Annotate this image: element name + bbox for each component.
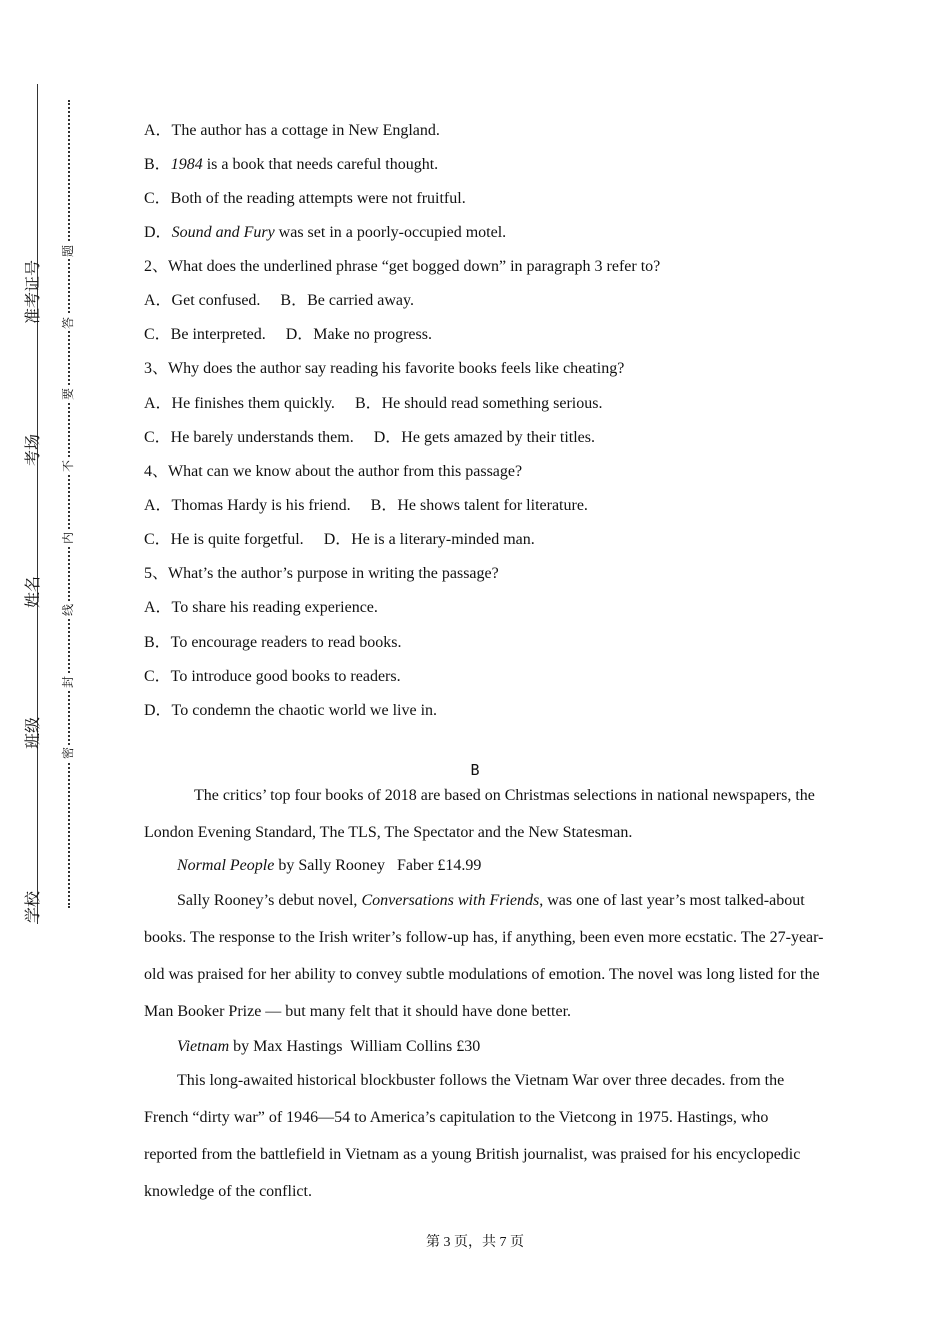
binding-line [37, 84, 38, 924]
seal-char: 内 [60, 531, 75, 545]
q5-stem: 5、What’s the author’s purpose in writing the passage? [144, 565, 499, 582]
q1-option-a: A．The author has a cottage in New England. [144, 122, 440, 139]
q5-option-d: D．To condemn the chaotic world we live in. [144, 702, 438, 719]
q3-options-ab: A．He finishes them quickly. B．He should read something serious. [144, 395, 603, 412]
q5-option-c: C．To introduce good books to readers. [144, 668, 401, 685]
seal-char: 题 [60, 244, 75, 258]
seal-char: 要 [60, 387, 75, 401]
q5-option-a: A．To share his reading experience. [144, 599, 378, 616]
book2-paragraph: This long-awaited historical blockbuster follows the Vietnam War over three decades. from the French “dirty war” of 1946—54 to America’s capitulation to the Vietcong in 1975. Hastings, who reported from the battlefield in Vietnam as a young British journalist, was praised for his encyclopedic knowledge of the conflict. [144, 1072, 801, 1200]
exam-room-label: 考场 [25, 433, 42, 467]
exam-number-label: 准考证号 [25, 259, 42, 325]
q4-options-ab: A．Thomas Hardy is his friend. B．He shows talent for literature. [144, 497, 588, 514]
seal-char: 答 [60, 316, 75, 330]
book1-heading: Normal People by Sally Rooney Faber £14.99 [177, 857, 482, 874]
name-label: 姓名 [25, 575, 42, 609]
dotted-seal-line [68, 100, 70, 908]
seal-char: 密 [60, 746, 75, 760]
page-number: 第 3 页，共 7 页 [426, 1235, 524, 1250]
section-b-title: B [470, 761, 480, 779]
seal-char: 封 [60, 675, 75, 689]
q3-options-cd: C．He barely understands them. D．He gets amazed by their titles. [144, 429, 596, 446]
q3-stem: 3、Why does the author say reading his favorite books feels like cheating? [144, 360, 625, 377]
q4-stem: 4、What can we know about the author from this passage? [144, 463, 523, 480]
q2-stem: 2、What does the underlined phrase “get bogged down” in paragraph 3 refer to? [144, 258, 661, 275]
book1-paragraph: Sally Rooney’s debut novel, Conversations with Friends, was one of last year’s most talked-about books. The response to the Irish writer’s follow-up has, if anything, been even more ecstatic. The 27-year-old was praised for her ability to convey subtle modulations of emotion. The novel was long listed for the Man Booker Prize — but many felt that it should have done better. [144, 892, 824, 1020]
q1-option-c: C．Both of the reading attempts were not fruitful. [144, 190, 466, 207]
q2-options-ab: A．Get confused. B．Be carried away. [144, 292, 414, 309]
class-label: 班级 [25, 716, 42, 750]
section-b-intro: The critics’ top four books of 2018 are based on Christmas selections in national newspapers, the London Evening Standard, The TLS, The Spectator and the New Statesman. [144, 787, 815, 841]
seal-char: 不 [60, 459, 75, 473]
book2-heading: Vietnam by Max Hastings William Collins £30 [177, 1038, 481, 1055]
school-label: 学校 [25, 890, 42, 924]
q1-option-d: D．Sound and Fury was set in a poorly-occupied motel. [144, 224, 507, 241]
q2-options-cd: C．Be interpreted. D．Make no progress. [144, 326, 432, 343]
q1-option-b: B．1984 is a book that needs careful thought. [144, 156, 439, 173]
q4-options-cd: C．He is quite forgetful. D．He is a literary-minded man. [144, 531, 535, 548]
q5-option-b: B．To encourage readers to read books. [144, 634, 402, 651]
seal-char: 线 [60, 603, 75, 617]
